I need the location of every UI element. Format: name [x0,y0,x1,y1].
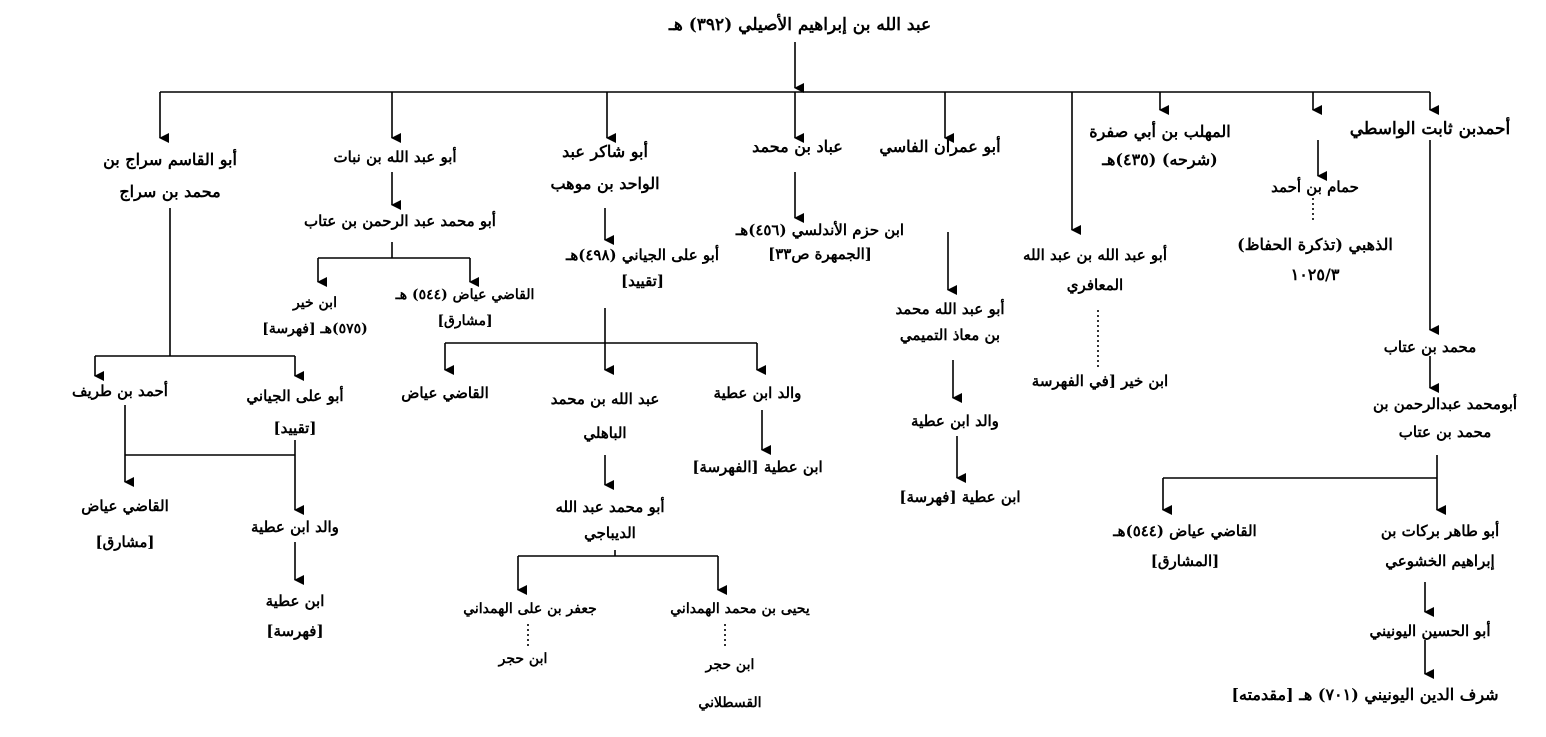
node-abu-ali-jayyani-b: أبو على الجياني [تقييد] [246,387,344,437]
node-muhallab: المهلب بن أبي صفرة (شرحه) (٤٣٥)هـ [1089,122,1231,169]
node-abu-muhammad-ibn-attab-a: أبو محمد عبد الرحمن بن عتاب [304,212,496,230]
node-abul-qasim-siraj: أبو القاسم سراج بن محمد بن سراج [103,150,237,201]
node-dhahabi: الذهبي (تذكرة الحفاظ) ١٠٢٥/٣ [1237,235,1393,284]
node-ibn-hazm: ابن حزم الأندلسي (٤٥٦)هـ [الجمهرة ص٣٣] [735,221,905,263]
node-abu-abdallah-ibn-nabat: أبو عبد الله بن نبات [333,148,457,166]
node-yahya-hamadani: يحيى بن محمد الهمداني [670,601,810,617]
node-ibn-hajar-qastallani: ابن حجر القسطلاني [698,657,762,711]
node-qadi-iyad-b: القاضي عياض [401,384,489,402]
node-abdallah-bahili: عبد الله بن محمد الباهلي [550,390,660,442]
node-ibn-hajar-b: ابن حجر [498,651,548,667]
node-ahmad-ibn-tarif: أحمد بن طريف [72,382,168,400]
node-abu-ali-jayyani-a: أبو على الجياني (٤٩٨)هـ [تقييد] [565,246,720,290]
node-qadi-iyad-d: القاضي عياض (٥٤٤)هـ [المشارق] [1113,522,1257,570]
node-ibn-atiyya-a: ابن عطية [فهرسة] [265,592,325,640]
node-abbad-ibn-muhammad: عباد بن محمد [752,137,843,156]
node-root: عبد الله بن إبراهيم الأصيلي (٣٩٢) هـ [668,15,932,35]
node-abu-shakir: أبو شاكر عبد الواحد بن موهب [550,142,660,193]
node-walid-ibn-atiyya-b: والد ابن عطية [713,384,802,402]
node-ibn-khayr-a: ابن خير (٥٧٥)هـ [فهرسة] [262,295,368,337]
node-qadi-iyad-c: القاضي عياض [مشارق] [81,497,169,551]
node-ibn-atiyya-c: ابن عطية [فهرسة] [899,488,1021,506]
node-walid-ibn-atiyya-c: والد ابن عطية [911,412,999,430]
node-abu-imran-fasi: أبو عمران الفاسي [879,137,1001,156]
node-abu-muhammad-dibaji: أبو محمد عبد الله الديباجي [555,498,665,542]
node-abu-abdallah-maafiri: أبو عبد الله بن عبد الله المعافري [1023,246,1167,294]
node-muhammad-ibn-attab: محمد بن عتاب [1383,338,1477,356]
node-abu-tahir-khushui: أبو طاهر بركات بن إبراهيم الخشوعي [1380,522,1500,570]
node-jafar-hamadani: جعفر بن على الهمداني [463,601,597,617]
node-abul-husayn-yunini: أبو الحسين اليونيني [1369,622,1491,640]
node-walid-ibn-atiyya-a: والد ابن عطية [251,518,339,536]
node-qadi-iyad-a: القاضي عياض (٥٤٤) هـ [مشارق] [395,287,535,329]
node-ahmad-ibn-thabit-wasiti: أحمدبن ثابت الواسطي [1349,119,1511,139]
node-sharaf-addin-yunini: شرف الدين اليونيني (٧٠١) هـ [مقدمته] [1231,685,1499,704]
node-abu-abdallah-ibn-muadh: أبو عبد الله محمد بن معاذ التميمي [895,300,1005,344]
node-hammam-ibn-ahmad: حمام بن أحمد [1271,178,1359,196]
node-ibn-khayr-fahrasa: ابن خير [في الفهرسة [1031,372,1169,390]
node-abu-muhammad-ibn-attab-b: أبومحمد عبدالرحمن بن محمد بن عتاب [1372,395,1518,441]
node-ibn-atiyya-b: ابن عطية [الفهرسة] [692,458,823,476]
